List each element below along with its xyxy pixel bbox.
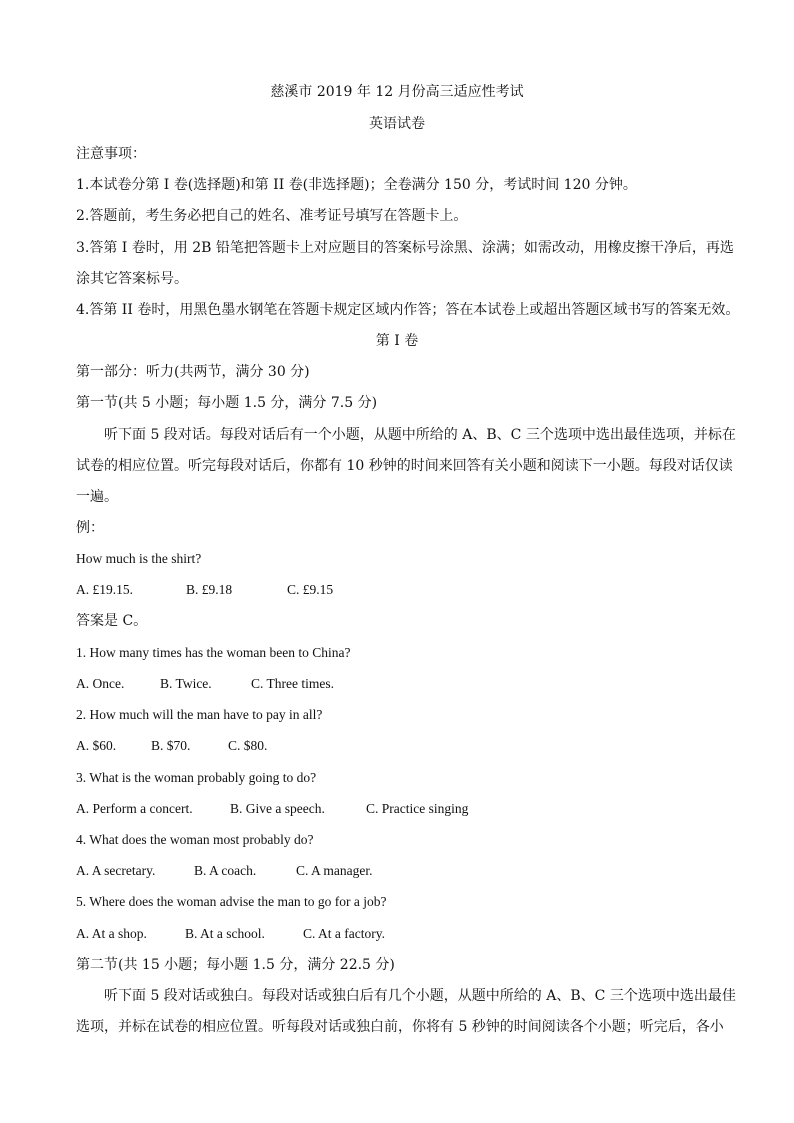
example-answer: 答案是 C。 — [76, 613, 148, 629]
question-3-option-b: B. Give a speech. — [230, 801, 325, 816]
question-1-option-a: A. Once. — [76, 676, 125, 691]
part1-heading: 第一部分：听力(共两节，满分 30 分) — [76, 364, 310, 380]
note-item-3-line-2: 涂其它答案标号。 — [76, 271, 188, 287]
example-option-c: C. £9.15 — [287, 582, 334, 597]
section2-heading: 第二节(共 15 小题；每小题 1.5 分，满分 22.5 分) — [76, 957, 395, 973]
question-1-option-b: B. Twice. — [160, 676, 212, 691]
notes-heading: 注意事项： — [76, 146, 146, 162]
example-question: How much is the shirt? — [76, 551, 202, 566]
exam-title: 慈溪市 2019 年 12 月份高三适应性考试 — [270, 84, 524, 100]
note-item-3-line-1: 3.答第 I 卷时，用 2B 铅笔把答题卡上对应题目的答案标号涂黑、涂满；如需改动，用橡皮擦干净后，再选 — [76, 240, 734, 256]
question-1-option-c: C. Three times. — [251, 676, 334, 691]
section2-instruction-line-1: 听下面 5 段对话或独白。每段对话或独白后有几个小题，从题中所给的 A、B、C 三个选项中选出最佳 — [104, 988, 736, 1004]
note-item-4: 4.答第 II 卷时，用黑色墨水钢笔在答题卡规定区域内作答；答在本试卷上或超出答题区域书写的答案无效。 — [76, 302, 740, 318]
example-option-b: B. £9.18 — [186, 582, 233, 597]
question-3-option-a: A. Perform a concert. — [76, 801, 193, 816]
question-5-option-b: B. At a school. — [185, 926, 265, 941]
section2-instruction-line-2: 选项，并标在试卷的相应位置。听每段对话或独白前，你将有 5 秒钟的时间阅读各个小题；听完后，各小 — [76, 1019, 724, 1035]
question-1: 1. How many times has the woman been to China? — [76, 645, 351, 660]
question-4: 4. What does the woman most probably do? — [76, 832, 314, 847]
question-3-option-c: C. Practice singing — [366, 801, 469, 816]
question-4-option-c: C. A manager. — [296, 863, 373, 878]
note-item-1: 1.本试卷分第 I 卷(选择题)和第 II 卷(非选择题)；全卷满分 150 分，考试时间 120 分钟。 — [76, 177, 637, 193]
section1-heading: 第一节(共 5 小题；每小题 1.5 分，满分 7.5 分) — [76, 395, 378, 411]
question-2-option-a: A. $60. — [76, 738, 117, 753]
example-option-a: A. £19.15. — [76, 582, 133, 597]
exam-subject: 英语试卷 — [369, 116, 425, 132]
question-2-option-b: B. $70. — [151, 738, 191, 753]
section1-instruction-line-1: 听下面 5 段对话。每段对话后有一个小题，从题中所给的 A、B、C 三个选项中选出最佳选项，并标在 — [104, 427, 736, 443]
question-2: 2. How much will the man have to pay in all? — [76, 707, 323, 722]
question-3: 3. What is the woman probably going to do? — [76, 770, 317, 785]
example-label: 例： — [76, 520, 104, 536]
note-item-2: 2.答题前，考生务必把自己的姓名、准考证号填写在答题卡上。 — [76, 208, 468, 224]
question-5-option-c: C. At a factory. — [303, 926, 385, 941]
question-5: 5. Where does the woman advise the man to go for a job? — [76, 894, 387, 909]
section1-instruction-line-2: 试卷的相应位置。听完每段对话后，你都有 10 秒钟的时间来回答有关小题和阅读下一小题。每段对话仅读 — [76, 458, 733, 474]
question-5-option-a: A. At a shop. — [76, 926, 147, 941]
question-4-option-b: B. A coach. — [194, 863, 257, 878]
question-4-option-a: A. A secretary. — [76, 863, 156, 878]
question-2-option-c: C. $80. — [228, 738, 268, 753]
volume-heading: 第 I 卷 — [375, 333, 419, 349]
section1-instruction-line-3: 一遍。 — [76, 489, 118, 505]
